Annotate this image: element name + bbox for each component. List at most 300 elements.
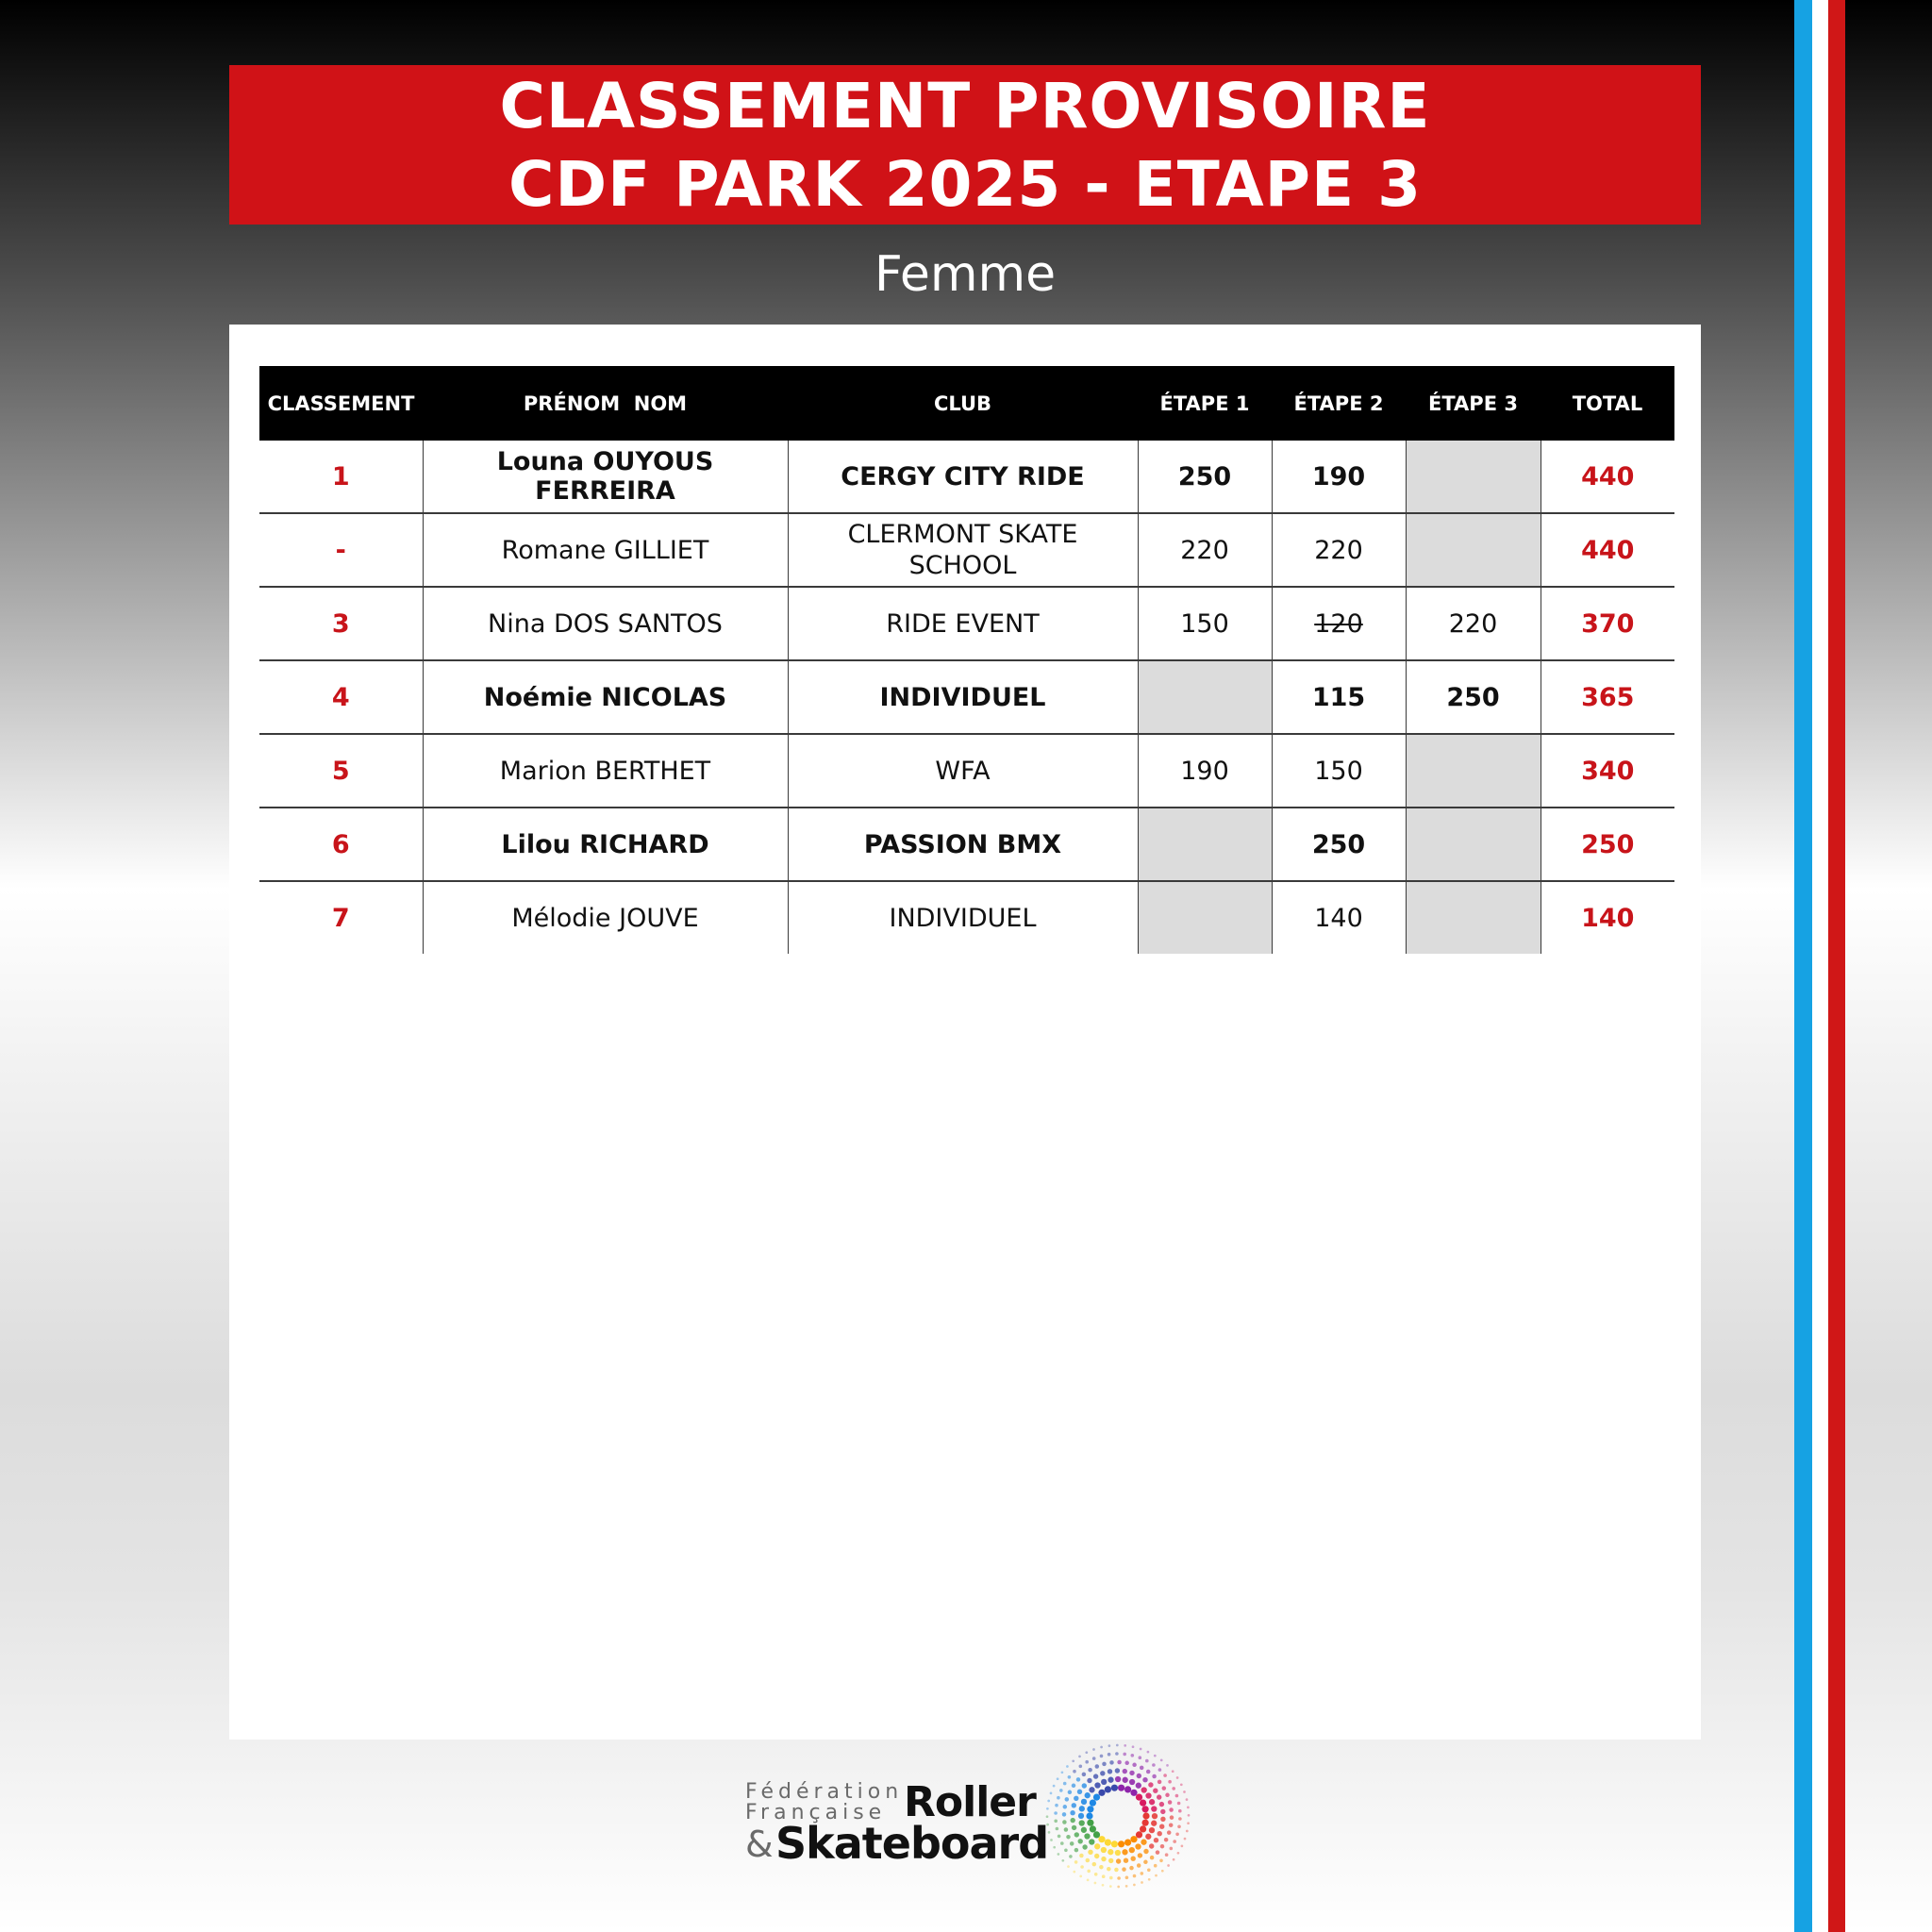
burst-dot <box>1167 1830 1172 1835</box>
burst-dot <box>1054 1820 1058 1824</box>
burst-dot <box>1105 1840 1111 1846</box>
burst-dot <box>1090 1825 1096 1832</box>
burst-dot <box>1070 1841 1074 1846</box>
burst-dot <box>1130 1836 1137 1842</box>
burst-dot <box>1098 1790 1105 1796</box>
burst-dot <box>1109 1760 1114 1765</box>
etape1-cell: 250 <box>1138 441 1272 513</box>
burst-dot <box>1136 1783 1141 1789</box>
burst-dot <box>1133 1884 1136 1887</box>
burst-dot <box>1116 1858 1121 1863</box>
burst-dot <box>1175 1794 1179 1798</box>
burst-dot <box>1175 1833 1179 1837</box>
burst-dot <box>1160 1759 1163 1762</box>
burst-dot <box>1177 1802 1181 1806</box>
burst-dot <box>1053 1846 1056 1849</box>
burst-dot <box>1047 1800 1050 1803</box>
burst-dot <box>1149 1799 1155 1805</box>
burst-dot <box>1087 1870 1091 1874</box>
club-cell: CERGY CITY RIDE <box>788 441 1138 513</box>
burst-dot <box>1118 1840 1124 1847</box>
burst-dot <box>1129 1847 1135 1853</box>
burst-dot <box>1072 1759 1074 1762</box>
total-cell: 370 <box>1541 587 1674 660</box>
burst-dot <box>1054 1811 1058 1815</box>
burst-dot <box>1122 1867 1126 1872</box>
burst-dot <box>1161 1870 1164 1873</box>
burst-dot <box>1064 1827 1069 1832</box>
burst-dot <box>1178 1817 1182 1821</box>
burst-dot <box>1057 1777 1059 1780</box>
etape3-cell-empty <box>1406 808 1541 881</box>
burst-dot <box>1085 1751 1088 1754</box>
burst-dot <box>1117 1886 1120 1889</box>
burst-dot <box>1152 1774 1157 1779</box>
burst-dot <box>1186 1798 1189 1801</box>
etape2-cell: 190 <box>1272 441 1406 513</box>
burst-dot <box>1100 1771 1105 1775</box>
burst-dot <box>1124 1786 1131 1792</box>
club-cell: INDIVIDUEL <box>788 881 1138 954</box>
burst-dot <box>1159 1802 1164 1807</box>
burst-dot <box>1130 1790 1137 1796</box>
burst-dot <box>1172 1770 1174 1773</box>
burst-dot <box>1117 1876 1121 1880</box>
table-row <box>259 660 1674 734</box>
rank-cell: 5 <box>259 734 423 808</box>
rank-cell: 7 <box>331 903 350 933</box>
club-cell: RIDE EVENT <box>788 587 1138 660</box>
burst-dot <box>1093 1774 1098 1778</box>
burst-dot <box>1077 1790 1082 1794</box>
burst-dot <box>1046 1815 1049 1818</box>
burst-dot <box>1058 1835 1061 1839</box>
burst-dot <box>1169 1807 1174 1812</box>
burst-dot <box>1105 1786 1111 1792</box>
burst-dot <box>1158 1768 1162 1772</box>
burst-dot <box>1177 1825 1181 1829</box>
burst-dot <box>1163 1774 1167 1777</box>
burst-dot <box>1101 1779 1107 1785</box>
flag-stripe-blue <box>1794 0 1812 1932</box>
burst-dot <box>1092 1862 1097 1867</box>
rank-cell: 4 <box>259 660 423 734</box>
burst-dot <box>1062 1812 1067 1817</box>
total-cell: 365 <box>1541 660 1674 734</box>
title-line-1: CLASSEMENT PROVISOIRE <box>499 69 1431 142</box>
burst-dot <box>1061 1859 1064 1862</box>
etape3-cell: 250 <box>1406 660 1541 734</box>
burst-dot <box>1108 1849 1113 1855</box>
column-header-name: PRÉNOM NOM <box>423 366 788 441</box>
burst-dot <box>1139 1756 1142 1759</box>
burst-dot <box>1081 1799 1087 1805</box>
burst-dot <box>1137 1774 1141 1778</box>
burst-dot <box>1085 1760 1089 1764</box>
etape2-cell: 250 <box>1272 808 1406 881</box>
column-header-etape3: ÉTAPE 3 <box>1406 366 1541 441</box>
etape2-cell-struck <box>1272 587 1406 660</box>
table-row <box>259 881 1674 954</box>
burst-dot <box>1094 1882 1097 1885</box>
burst-dot <box>1141 1872 1144 1875</box>
burst-dot <box>1115 1752 1119 1756</box>
burst-dot <box>1090 1800 1096 1807</box>
burst-dot <box>1124 1744 1126 1747</box>
flag-stripe-white <box>1812 0 1828 1932</box>
burst-dot <box>1133 1874 1137 1878</box>
burst-dot <box>1101 1847 1107 1853</box>
burst-dot <box>1158 1780 1162 1785</box>
title-line-2: CDF PARK 2025 - ETAPE 3 <box>508 147 1423 221</box>
burst-dot <box>1160 1844 1165 1849</box>
burst-dot <box>1069 1855 1073 1858</box>
column-header-etape2: ÉTAPE 2 <box>1272 366 1406 441</box>
burst-dot <box>1055 1804 1058 1807</box>
burst-dot <box>1165 1793 1170 1798</box>
burst-dot <box>1071 1818 1075 1823</box>
total-cell: 440 <box>1541 513 1674 587</box>
burst-dot <box>1154 1864 1158 1868</box>
burst-dot <box>1158 1831 1162 1836</box>
flag-stripe-red <box>1828 0 1845 1932</box>
burst-dot <box>1140 1748 1142 1751</box>
burst-dot <box>1156 1850 1160 1855</box>
club-cell: CLERMONT SKATE SCHOOL <box>788 513 1138 587</box>
table-row <box>259 734 1674 808</box>
burst-dot <box>1116 1744 1119 1747</box>
burst-dot <box>1100 1755 1104 1758</box>
struck-score: 120 <box>1314 608 1363 639</box>
burst-dot <box>1095 1764 1100 1769</box>
burst-dot <box>1087 1806 1093 1812</box>
burst-dot <box>1072 1825 1076 1830</box>
burst-dot <box>1082 1773 1087 1777</box>
burst-dot <box>1099 1865 1104 1870</box>
etape1-cell-empty <box>1138 881 1272 954</box>
etape2-cell: 140 <box>1272 881 1406 954</box>
burst-dot <box>1167 1864 1170 1867</box>
burst-dot <box>1129 1779 1135 1785</box>
burst-dot <box>1082 1844 1087 1849</box>
burst-dot <box>1108 1858 1113 1863</box>
burst-dot <box>1173 1840 1176 1843</box>
burst-dot <box>1138 1853 1142 1857</box>
logo-skateboard-word: Skateboard <box>775 1818 1049 1869</box>
burst-dot <box>1086 1812 1092 1819</box>
burst-dot <box>1108 1777 1113 1783</box>
burst-dot <box>1131 1754 1135 1757</box>
table-header-row <box>259 366 1674 441</box>
burst-dot <box>1088 1768 1092 1773</box>
burst-dot <box>1089 1787 1094 1792</box>
burst-dot <box>1114 1868 1119 1873</box>
name-cell: Mélodie JOUVE <box>423 881 788 954</box>
burst-dot <box>1094 1854 1099 1858</box>
burst-dot <box>1140 1825 1146 1832</box>
burst-dot <box>1063 1782 1067 1786</box>
burst-dot <box>1176 1776 1179 1779</box>
burst-dot <box>1168 1800 1173 1805</box>
burst-dot <box>1173 1858 1175 1861</box>
burst-dot <box>1078 1756 1081 1758</box>
burst-dot <box>1165 1853 1169 1857</box>
burst-dot <box>1152 1763 1156 1767</box>
burst-dot <box>1178 1809 1182 1813</box>
burst-dot <box>1183 1790 1186 1793</box>
burst-dot <box>1166 1764 1169 1767</box>
burst-dot <box>1093 1831 1100 1838</box>
burst-dot <box>1102 1884 1105 1887</box>
burst-dot <box>1122 1849 1127 1855</box>
etape3-cell-empty <box>1406 441 1541 513</box>
standings-table <box>259 366 1674 954</box>
burst-dot <box>1079 1820 1085 1825</box>
burst-dot <box>1125 1876 1129 1880</box>
burst-dot <box>1065 1797 1070 1802</box>
rank-cell: 1 <box>259 441 423 513</box>
burst-dot <box>1123 1769 1127 1774</box>
burst-dot <box>1143 1860 1148 1865</box>
burst-dot <box>1145 1792 1151 1798</box>
burst-dot <box>1146 1770 1151 1774</box>
burst-dot <box>1181 1845 1184 1848</box>
burst-dot <box>1180 1783 1183 1786</box>
burst-dot <box>1142 1812 1149 1819</box>
burst-dot <box>1092 1748 1095 1751</box>
burst-dot <box>1086 1858 1091 1863</box>
burst-dot <box>1074 1860 1078 1864</box>
burst-dot <box>1159 1824 1164 1829</box>
burst-dot <box>1115 1776 1121 1782</box>
burst-dot <box>1074 1796 1078 1801</box>
burst-dot <box>1094 1843 1100 1849</box>
burst-dot <box>1079 1854 1084 1858</box>
burst-dot <box>1108 1769 1112 1774</box>
burst-dot <box>1111 1785 1118 1791</box>
burst-dot <box>1188 1814 1191 1817</box>
burst-dot <box>1087 1879 1090 1882</box>
burst-dot <box>1157 1794 1161 1799</box>
rank-cell: 3 <box>259 587 423 660</box>
burst-dot <box>1109 1885 1112 1888</box>
burst-dot <box>1145 1759 1149 1763</box>
etape3-cell-empty <box>1406 513 1541 587</box>
etape3-cell-empty <box>1406 734 1541 808</box>
burst-dot <box>1148 1782 1153 1787</box>
burst-dot <box>1050 1792 1053 1795</box>
burst-dot <box>1068 1790 1073 1795</box>
burst-dot <box>1152 1813 1158 1819</box>
burst-dot <box>1118 1785 1124 1791</box>
burst-dot <box>1140 1800 1146 1807</box>
burst-dot <box>1073 1871 1075 1874</box>
burst-dot <box>1063 1805 1068 1809</box>
burst-dot <box>1141 1881 1143 1884</box>
burst-dot <box>1058 1853 1060 1856</box>
burst-dot <box>1078 1839 1083 1843</box>
burst-dot <box>1087 1820 1093 1826</box>
table-row <box>259 513 1674 587</box>
burst-dot <box>1064 1849 1068 1853</box>
etape1-cell: 150 <box>1138 587 1272 660</box>
burst-dot <box>1087 1778 1091 1783</box>
burst-dot <box>1159 1859 1163 1863</box>
name-cell: Lilou RICHARD <box>423 808 788 881</box>
etape1-cell-empty <box>1138 808 1272 881</box>
column-header-classement: CLASSEMENT <box>259 366 423 441</box>
burst-dot <box>1059 1789 1063 1792</box>
burst-dot <box>1050 1839 1053 1841</box>
burst-dot <box>1153 1789 1158 1793</box>
name-cell: Noémie NICOLAS <box>423 660 788 734</box>
burst-dot <box>1089 1839 1094 1844</box>
title-banner <box>229 65 1701 225</box>
burst-dot <box>1169 1823 1174 1827</box>
total-cell: 250 <box>1541 808 1674 881</box>
burst-dot <box>1149 1843 1154 1848</box>
burst-dot <box>1068 1775 1072 1779</box>
burst-dot <box>1131 1857 1136 1861</box>
burst-dot <box>1115 1850 1121 1856</box>
burst-dot <box>1160 1809 1165 1814</box>
club-cell: INDIVIDUEL <box>788 660 1138 734</box>
burst-dot <box>1094 1873 1098 1876</box>
burst-dot <box>1123 1777 1128 1783</box>
color-dot-burst-icon <box>1038 1740 1198 1891</box>
burst-dot <box>1107 1867 1111 1872</box>
burst-dot <box>1070 1810 1074 1815</box>
burst-dot <box>1132 1745 1135 1748</box>
burst-dot <box>1143 1849 1148 1854</box>
burst-dot <box>1079 1875 1082 1878</box>
column-header-club: CLUB <box>788 366 1138 441</box>
burst-dot <box>1187 1822 1190 1824</box>
burst-dot <box>1066 1835 1071 1840</box>
burst-dot <box>1073 1770 1076 1774</box>
burst-dot <box>1108 1744 1111 1747</box>
burst-dot <box>1085 1792 1091 1798</box>
burst-dot <box>1046 1807 1049 1810</box>
burst-dot <box>1184 1838 1187 1840</box>
rank-cell: 6 <box>259 808 423 881</box>
burst-dot <box>1148 1878 1151 1881</box>
logo-fed-line-1: Fédération <box>745 1780 904 1804</box>
burst-dot <box>1168 1780 1172 1784</box>
burst-dot <box>1102 1874 1106 1878</box>
total-cell: 140 <box>1541 881 1674 954</box>
burst-dot <box>1124 1761 1129 1766</box>
burst-dot <box>1080 1865 1084 1869</box>
burst-dot <box>1172 1787 1175 1790</box>
burst-dot <box>1149 1827 1155 1833</box>
burst-dot <box>1141 1840 1146 1845</box>
burst-dot <box>1117 1760 1122 1765</box>
burst-dot <box>1124 1858 1128 1863</box>
burst-dot <box>1170 1847 1174 1851</box>
burst-dot <box>1084 1833 1090 1839</box>
burst-dot <box>1092 1757 1096 1760</box>
burst-dot <box>1129 1771 1134 1775</box>
burst-dot <box>1141 1787 1147 1792</box>
burst-dot <box>1093 1794 1100 1801</box>
burst-dot <box>1079 1765 1083 1769</box>
name-cell: Nina DOS SANTOS <box>423 587 788 660</box>
burst-dot <box>1147 1751 1150 1754</box>
club-cell: PASSION BMX <box>788 808 1138 881</box>
ffrs-logo <box>745 1740 1198 1891</box>
burst-dot <box>1074 1832 1079 1837</box>
burst-dot <box>1155 1874 1158 1877</box>
burst-dot <box>1154 1755 1157 1757</box>
burst-dot <box>1140 1766 1144 1771</box>
burst-dot <box>1109 1876 1113 1880</box>
burst-dot <box>1154 1838 1158 1842</box>
burst-dot <box>1137 1863 1141 1868</box>
burst-dot <box>1150 1856 1155 1860</box>
burst-dot <box>1147 1869 1151 1873</box>
burst-dot <box>1124 1840 1131 1846</box>
burst-dot <box>1072 1784 1076 1789</box>
burst-dot <box>1151 1821 1157 1826</box>
burst-dot <box>1082 1783 1087 1788</box>
burst-dot <box>1048 1831 1051 1834</box>
burst-dot <box>1088 1850 1092 1855</box>
burst-dot <box>1136 1831 1142 1838</box>
burst-dot <box>1100 1746 1103 1749</box>
table-row <box>259 808 1674 881</box>
logo-roller-word: Roller <box>904 1778 1036 1826</box>
burst-dot <box>1111 1840 1118 1847</box>
burst-dot <box>1079 1806 1085 1811</box>
burst-dot <box>1062 1820 1067 1824</box>
logo-fed-line-2: Française <box>745 1801 887 1824</box>
burst-dot <box>1132 1763 1137 1768</box>
burst-dot <box>1160 1817 1165 1822</box>
total-cell: 440 <box>1541 441 1674 513</box>
burst-dot <box>1102 1762 1107 1767</box>
burst-dot <box>1162 1786 1167 1790</box>
burst-dot <box>1108 1753 1111 1757</box>
burst-dot <box>1053 1785 1056 1788</box>
etape2-cell: 150 <box>1272 734 1406 808</box>
burst-dot <box>1164 1838 1169 1842</box>
burst-dot <box>1056 1827 1059 1831</box>
burst-dot <box>1123 1753 1126 1757</box>
burst-dot <box>1142 1820 1149 1826</box>
name-cell: Marion BERTHET <box>423 734 788 808</box>
burst-dot <box>1142 1806 1149 1812</box>
burst-dot <box>1072 1803 1076 1807</box>
burst-dot <box>1060 1841 1064 1845</box>
club-cell: WFA <box>788 734 1138 808</box>
rank-cell: - <box>259 513 423 587</box>
burst-dot <box>1067 1865 1070 1868</box>
etape3-cell: 220 <box>1406 587 1541 660</box>
burst-dot <box>1129 1866 1134 1871</box>
logo-ampersand: & <box>745 1824 774 1865</box>
etape2-cell: 220 <box>1272 513 1406 587</box>
burst-dot <box>1136 1794 1142 1801</box>
etape1-cell-empty <box>1138 660 1272 734</box>
burst-dot <box>1094 1782 1100 1788</box>
total-cell: 340 <box>1541 734 1674 808</box>
etape2-cell: 115 <box>1272 660 1406 734</box>
column-header-total: TOTAL <box>1541 366 1674 441</box>
burst-dot <box>1145 1834 1151 1840</box>
category-subtitle: Femme <box>874 246 1057 303</box>
burst-dot <box>1135 1843 1141 1849</box>
